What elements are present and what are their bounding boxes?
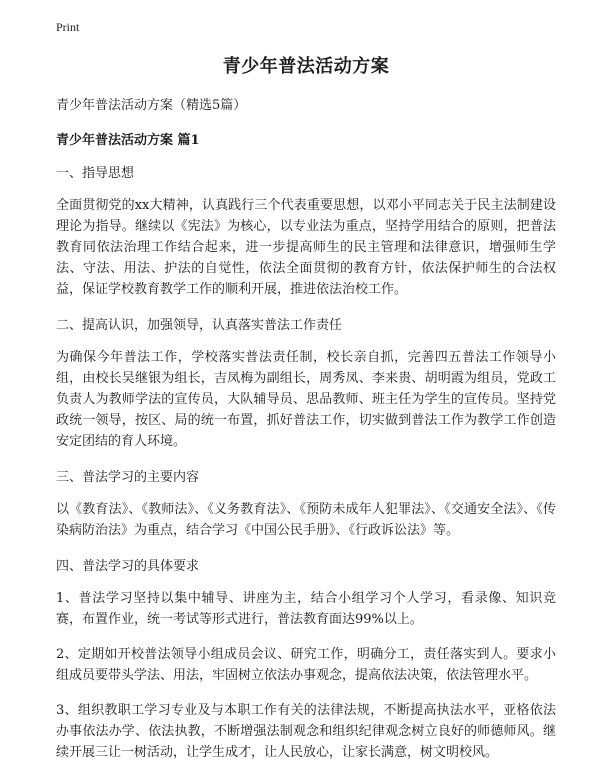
paragraph: 3、组织教职工学习专业及与本职工作有关的法律法规，不断提高执法水平，亚格依法办事依法办学、依法执教，不断增强法制观念和组织纪律观念树立良好的师德师风。继续开展三让一树活动，让学生成才，让人民放心，让家长满意，树文明校风。 [56,703,556,760]
section-heading-guiding-ideology: 一、指导思想 [56,166,135,181]
document-body [56,52,556,777]
section-heading-main-content: 三、普法学习的主要内容 [56,470,200,485]
paragraph: 2、定期如开校普法领导小组成员会议、研究工作，明确分工，责任落实到人。要求小组成员要带头学法、用法，牢固树立依法办事观念，提高依法决策，依法管理水平。 [56,647,556,683]
print-link[interactable]: Print [56,20,80,34]
paragraph: 为确保今年普法工作，学校落实普法责任制，校长亲自抓，完善四五普法工作领导小组，由校长吴继银为组长，吉凤梅为副组长，周秀凤、李来贵、胡明霞为组员，党政工负责人为教师学法的宣传员，大队辅导员、思品教师、班主任为学生的宣传员。坚持党政统一领导，按区、局的统一布置，抓好普法工作，切实做到普法工作为教学工作创造安定团结的育人环境。 [56,350,556,449]
document-title: 青少年普法活动方案 [222,56,390,77]
paragraph: 全面贯彻党的xx大精神，认真践行三个代表重要思想，以邓小平同志关于民主法制建设理论为指导。继续以《宪法》为核心，以专业法为重点，坚持学用结合的原则，把普法教育同依法治理工作结合起来，进一步提高师生的民主管理和法律意识，增强师生学法、守法、用法、护法的自觉性，依法全面贯彻的教育方针，依法保护师生的合法权益，保证学校教育教学工作的顺利开展，推进依法治校工作。 [56,198,556,297]
paragraph: 1、普法学习坚持以集中辅导、讲座为主，结合小组学习个人学习，看录像、知识竞赛，布置作业，统一考试等形式进行，普法教育面达99%以上。 [56,591,556,627]
article-title: 青少年普法活动方案 篇1 [56,133,200,148]
section-heading-requirements: 四、普法学习的具体要求 [56,559,200,574]
document-subtitle: 青少年普法活动方案（精选5篇） [56,98,247,113]
paragraph: 以《教育法》、《教师法》、《义务教育法》、《预防未成年人犯罪法》、《交通安全法》、《传染病防治法》为重点，结合学习《中国公民手册》、《行政诉讼法》等。 [56,502,556,538]
section-heading-leadership: 二、提高认识，加强领导，认真落实普法工作责任 [56,318,343,333]
